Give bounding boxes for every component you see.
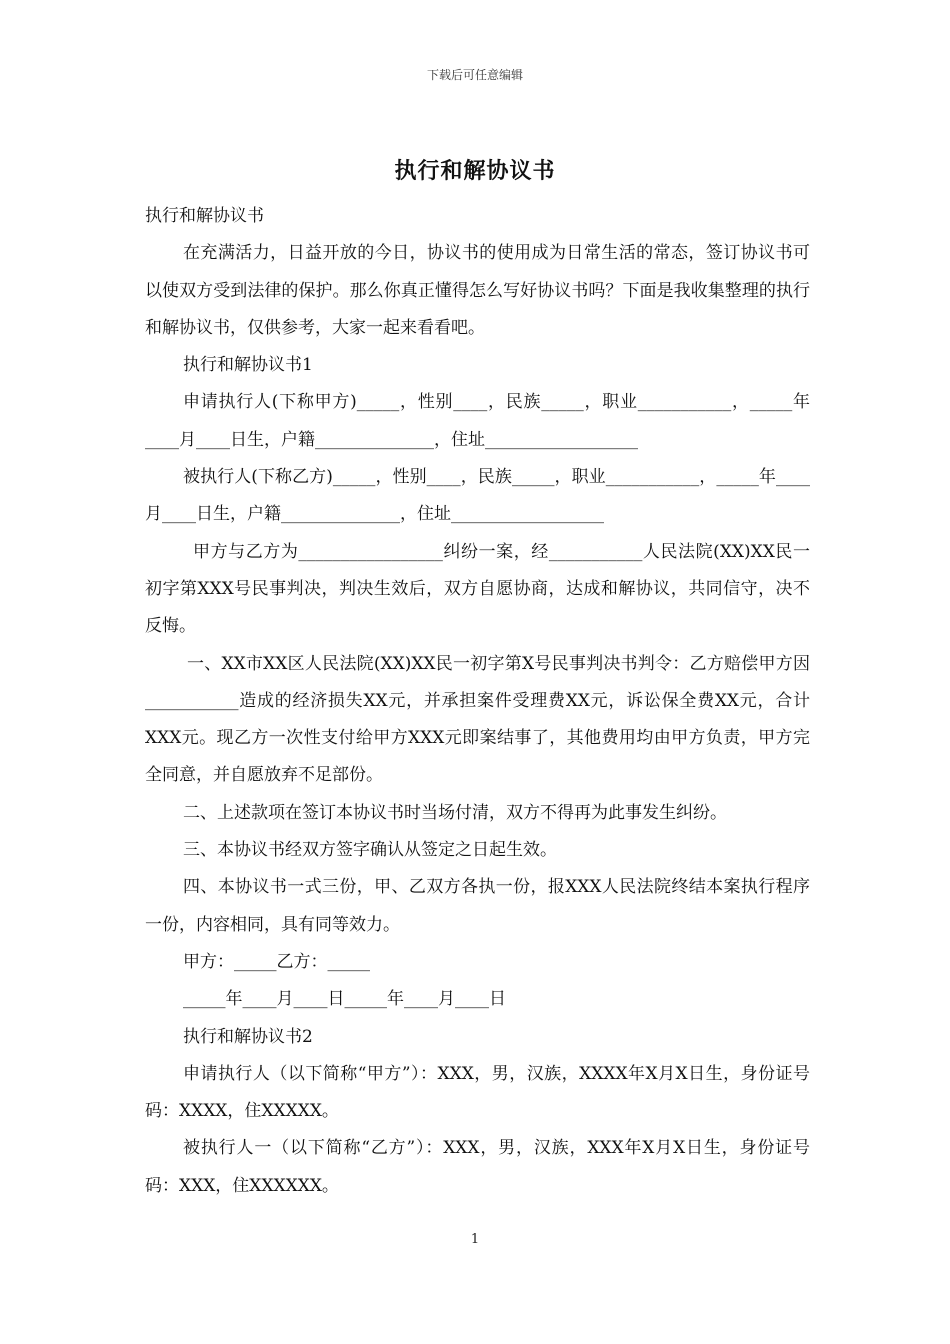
date-line: _____年____月____日_____年____月____日 — [183, 989, 506, 1010]
case-description: 甲方与乙方为_________________纠纷一案，经___________人民法院(XX)XX民一初字第XXX号民事判决，判决生效后，双方自愿协商，达成和解协议，共同信守，决不反悔。 — [145, 541, 810, 637]
document-body — [145, 198, 810, 1205]
intro-paragraph: 在充满活力，日益开放的今日，协议书的使用成为日常生活的常态，签订协议书可以使双方受到法律的保护。那么你真正懂得怎么写好协议书吗？下面是我收集整理的执行和解协议书，仅供参考，大家一起来看看吧。 — [145, 243, 810, 338]
document-title: 执行和解协议书 — [394, 158, 556, 184]
intro-heading: 执行和解协议书 — [145, 206, 264, 226]
clause-1: 一、XX市XX区人民法院(XX)XX民一初字第X号民事判决书判令：乙方赔偿甲方因___________造成的经济损失XX元，并承担案件受理费XX元，诉讼保全费XX元，合计XXX元。现乙方一次性支付给甲方XXX元即案结事了，其他费用均由甲方负责，甲方完全同意，并自愿放弃不足部份。 — [145, 653, 810, 786]
applicant-info-2: 申请执行人（以下简称“甲方”）：XXX，男，汉族，XXXX年X月X日生，身份证号码：XXXX，住XXXXX。 — [145, 1063, 810, 1122]
section-heading-1: 执行和解协议书1 — [183, 355, 313, 376]
clause-2: 二、上述款项在签订本协议书时当场付清，双方不得再为此事发生纠纷。 — [183, 802, 727, 823]
respondent-info: 被执行人(下称乙方)_____，性别____，民族_____，职业___________，_____年____月____日生，户籍______________，住址__________________ — [145, 467, 810, 525]
applicant-info: 申请执行人(下称甲方)_____，性别____，民族_____，职业___________，_____年____月____日生，户籍______________，住址__________________ — [145, 392, 810, 450]
respondent-info-2: 被执行人一（以下简称“乙方”）：XXX，男，汉族，XXX年X月X日生，身份证号码：XXX，住XXXXXX。 — [145, 1138, 810, 1196]
clause-3: 三、本协议书经双方签字确认从签定之日起生效。 — [183, 840, 557, 861]
page-number: 1 — [470, 1232, 480, 1247]
signature-line: 甲方：_____乙方：_____ — [183, 951, 370, 972]
page-header-note: 下载后可任意编辑 — [426, 68, 523, 82]
clause-4: 四、本协议书一式三份，甲、乙双方各执一份，报XXX人民法院终结本案执行程序一份，内容相同，具有同等效力。 — [145, 877, 810, 935]
section-heading-2: 执行和解协议书2 — [183, 1026, 313, 1047]
